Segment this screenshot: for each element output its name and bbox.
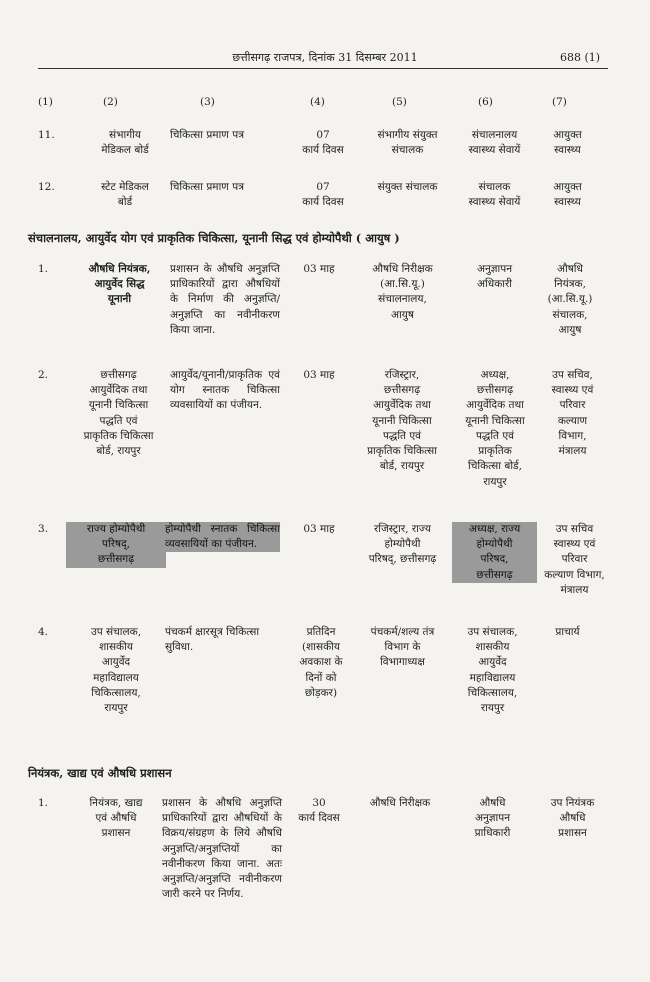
cell-timeline: 03 माह xyxy=(303,369,335,381)
cell-timeline: प्रतिदिन (शासकीय अवकाश के दिनों को छोड़कर) xyxy=(299,626,343,699)
cell-timeline: 30 कार्य दिवस xyxy=(298,797,340,825)
col-num-2: (2) xyxy=(103,96,118,108)
cell-designated-officer: रजिस्ट्रार, छत्तीसगढ़ आयुर्वेदिक तथा यूनानी चिकित्सा पद्धति एवं प्राकृतिक चिकित्सा बोर्ड, रायपुर xyxy=(367,369,437,473)
cell-second-appellate: आयुक्त स्वास्थ्य xyxy=(553,129,582,157)
cell-serial: 2. xyxy=(38,369,49,381)
cell-service: आयुर्वेद/यूनानी/प्राकृतिक एवं योग स्नातक चिकित्सा व्यवसायियों का पंजीयन. xyxy=(170,369,280,412)
cell-second-appellate: उप नियंत्रक औषधि प्रशासन xyxy=(550,797,595,840)
cell-first-appellate: अनुज्ञापन अधिकारी xyxy=(476,263,513,291)
cell-service: चिकित्सा प्रमाण पत्र xyxy=(170,181,244,193)
cell-designated-officer: रजिस्ट्रार, राज्य होम्योपैथी परिषद्, छत्तीसगढ़ xyxy=(368,523,437,566)
cell-serial: 3. xyxy=(38,523,49,535)
col-num-3: (3) xyxy=(200,96,215,108)
col-num-7: (7) xyxy=(552,96,567,108)
cell-serial: 1. xyxy=(38,797,49,809)
header-rule xyxy=(38,68,608,69)
cell-first-appellate: संचालक स्वास्थ्य सेवायें xyxy=(468,181,521,209)
cell-office: औषधि नियंत्रक, आयुर्वेद सिद्ध यूनानी xyxy=(88,263,151,306)
cell-designated-officer: संभागीय संयुक्त संचालक xyxy=(377,129,438,157)
cell-office: संभागीय मेडिकल बोर्ड xyxy=(101,129,149,157)
col-num-4: (4) xyxy=(310,96,325,108)
cell-service: पंचकर्म क्षारसूत्र चिकित्सा सुविधा. xyxy=(165,626,260,654)
section-heading-ayush: संचालनालय, आयुर्वेद योग एवं प्राकृतिक चिकित्सा, यूनानी सिद्ध एवं होम्योपैथी ( आयुष ) xyxy=(28,231,400,245)
col-num-6: (6) xyxy=(478,96,493,108)
section-heading-food-drug: नियंत्रक, खाद्य एवं औषधि प्रशासन xyxy=(28,766,172,780)
cell-first-appellate: अध्यक्ष, छत्तीसगढ़ आयुर्वेदिक तथा यूनानी चिकित्सा पद्धति एवं प्राकृतिक चिकित्सा बोर्ड, रायपुर xyxy=(465,369,525,488)
cell-service: प्रशासन के औषधि अनुज्ञप्ति प्राधिकारियों द्वारा औषधियों के निर्माण की अनुज्ञप्ति/अनुज्ञप्ति का नवीनीकरण किया जाना. xyxy=(170,263,280,336)
col-num-1: (1) xyxy=(38,96,53,108)
cell-serial: 12. xyxy=(38,181,55,193)
cell-timeline: 03 माह xyxy=(303,523,335,535)
cell-service: प्रशासन के औषधि अनुज्ञप्ति प्राधिकारियों द्वारा औषधियों के विक्रय/संग्रहण के लिये औषधि अनुज्ञप्ति/अनुज्ञप्तियों का नवीनीकरण किया जाना. अतः अनुज्ञप्ति/अनुज्ञप्ति नवीनीकरण जारी करने पर निर्णय. xyxy=(162,797,282,901)
cell-second-appellate: प्राचार्य xyxy=(555,626,580,638)
cell-first-appellate: अध्यक्ष, राज्य होम्योपैथी परिषद, छत्तीसगढ़ xyxy=(452,522,537,583)
cell-second-appellate: औषधि नियंत्रक, (आ.सि.यू.) संचालक, आयुष xyxy=(547,263,593,336)
cell-timeline: 07 कार्य दिवस xyxy=(302,129,344,157)
cell-serial: 1. xyxy=(38,263,49,275)
cell-serial: 4. xyxy=(38,626,49,638)
cell-office: उप संचालक, शासकीय आयुर्वेद महाविद्यालय चिकित्सालय, रायपुर xyxy=(90,626,142,715)
cell-first-appellate: संचालनालय स्वास्थ्य सेवायें xyxy=(468,129,521,157)
cell-timeline: 03 माह xyxy=(303,263,335,275)
cell-designated-officer: पंचकर्म/शल्य तंत्र विभाग के विभागाध्यक्ष xyxy=(370,626,435,669)
cell-second-appellate: उप सचिव, स्वास्थ्य एवं परिवार कल्याण विभाग, मंत्रालय xyxy=(551,369,594,458)
cell-timeline: 07 कार्य दिवस xyxy=(302,181,344,209)
cell-designated-officer: औषधि निरीक्षक (आ.सि.यू.) संचालनालय, आयुष xyxy=(372,263,433,321)
col-num-5: (5) xyxy=(392,96,407,108)
page-number: 688 (1) xyxy=(560,51,601,64)
cell-office: नियंत्रक, खाद्य एवं औषधि प्रशासन xyxy=(89,797,143,840)
cell-designated-officer: औषधि निरीक्षक xyxy=(369,797,431,809)
gazette-title: छत्तीसगढ़ राजपत्र, दिनांक 31 दिसम्बर 2011 xyxy=(232,51,418,64)
cell-first-appellate: उप संचालक, शासकीय आयुर्वेद महाविद्यालय चिकित्सालय, रायपुर xyxy=(467,626,518,715)
cell-office: छत्तीसगढ़ आयुर्वेदिक तथा यूनानी चिकित्सा पद्धति एवं प्राकृतिक चिकित्सा बोर्ड, रायपुर xyxy=(83,369,154,458)
cell-serial: 11. xyxy=(38,129,55,141)
cell-office: राज्य होम्योपैथी परिषद्, छत्तीसगढ़ xyxy=(66,522,166,568)
cell-office: स्टेट मेडिकल बोर्ड xyxy=(101,181,149,209)
cell-first-appellate: औषधि अनुज्ञापन प्राधिकारी xyxy=(474,797,511,840)
cell-second-appellate: उप सचिव स्वास्थ्य एवं परिवार कल्याण विभाग, मंत्रालय xyxy=(544,523,605,596)
cell-service: चिकित्सा प्रमाण पत्र xyxy=(170,129,244,141)
cell-second-appellate: आयुक्त स्वास्थ्य xyxy=(553,181,582,209)
cell-designated-officer: संयुक्त संचालक xyxy=(377,181,438,193)
cell-service: होम्योपैथी स्नातक चिकित्सा व्यवसायियों का पंजीयन. xyxy=(165,522,280,552)
